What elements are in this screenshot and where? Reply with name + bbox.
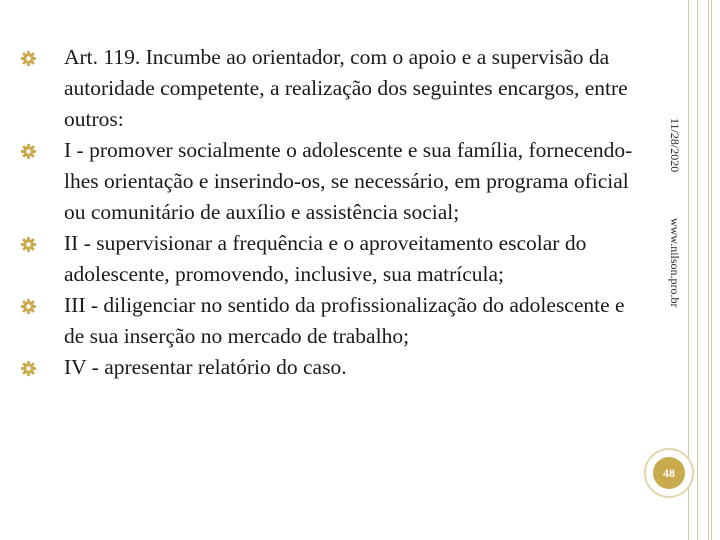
slide-date: 11/28/2020 [668, 118, 682, 173]
list-item-text: II - supervisionar a frequência e o aproveitamento escolar do adolescente, promovendo, inclusive, sua matrícula; [64, 231, 587, 286]
gear-bullet-icon [20, 236, 37, 253]
list-item-text: Art. 119. Incumbe ao orientador, com o apoio e a supervisão da autoridade competente, a realização dos seguintes encargos, entre outros: [64, 45, 628, 131]
decorative-rail [711, 0, 712, 540]
list-item-text: III - diligenciar no sentido da profissionalização do adolescente e de sua inserção no mercado de trabalho; [64, 293, 625, 348]
list-item [20, 290, 635, 352]
list-item [20, 352, 635, 383]
list-item [20, 135, 635, 228]
list-item [20, 42, 635, 135]
gear-bullet-icon [20, 50, 37, 67]
list-item [20, 228, 635, 290]
website-footer: www.nilson.pro.br [668, 218, 682, 308]
gear-bullet-icon [20, 360, 37, 377]
gear-bullet-icon [20, 298, 37, 315]
decorative-rail [708, 0, 709, 540]
list-item-text: I - promover socialmente o adolescente e sua família, fornecendo-lhes orientação e inserindo-os, se necessário, em programa oficial ou comunitário de auxílio e assistência social; [64, 138, 633, 224]
page-number-badge [644, 448, 694, 498]
gear-bullet-icon [20, 143, 37, 160]
list-item-text: IV - apresentar relatório do caso. [64, 355, 347, 379]
bullet-list [20, 42, 635, 383]
decorative-rail [697, 0, 698, 540]
page-number: 48 [653, 457, 685, 489]
